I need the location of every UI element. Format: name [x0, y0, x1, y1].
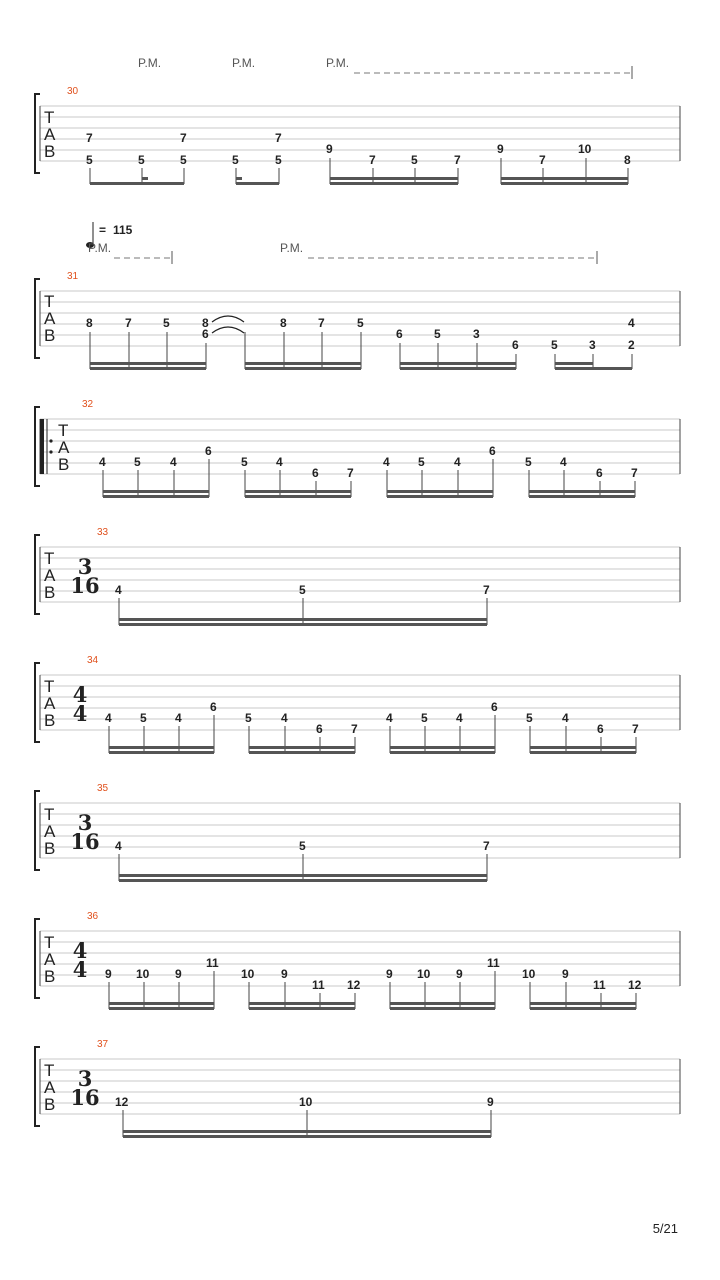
note-beams: [109, 746, 636, 754]
tab-letter-b: B: [44, 326, 56, 345]
fret-number: 5: [245, 711, 252, 725]
tab-letter-a: A: [44, 950, 56, 969]
measure-number: 32: [82, 399, 94, 410]
fret-number: 8: [280, 316, 287, 330]
fret-number: 5: [434, 327, 441, 341]
fret-number: 6: [597, 722, 604, 736]
fret-number: 5: [140, 711, 147, 725]
fret-number: 5: [357, 316, 364, 330]
fret-number: 12: [628, 978, 642, 992]
time-signature-bottom: 16: [70, 573, 100, 598]
tab-letter-b: B: [44, 839, 56, 858]
fret-number: 8: [624, 153, 631, 167]
palm-mute-label: P.M.: [232, 56, 256, 70]
tab-staff: [35, 535, 680, 614]
fret-number: 5: [163, 316, 170, 330]
measure-number: 35: [97, 783, 109, 794]
fret-number: 4: [99, 455, 106, 469]
fret-number: 7: [483, 839, 490, 853]
tempo-value: 115: [113, 223, 133, 237]
tab-letter-a: A: [44, 694, 56, 713]
time-signature-top: 3: [77, 554, 93, 579]
fret-number: 4: [383, 455, 390, 469]
fret-number: 9: [562, 967, 569, 981]
fret-number: 4: [105, 711, 112, 725]
system-measure-36: [35, 911, 680, 1010]
fret-number: 10: [241, 967, 255, 981]
fret-number: 4: [115, 839, 122, 853]
time-signature-top: 3: [77, 1066, 93, 1091]
tab-letter-a: A: [44, 1078, 56, 1097]
fret-number: 4: [456, 711, 463, 725]
time-signature-bottom: 16: [70, 829, 100, 854]
fret-number: 5: [411, 153, 418, 167]
tab-letter-b: B: [44, 142, 56, 161]
fret-number: 5: [138, 153, 145, 167]
fret-number: 8: [202, 316, 209, 330]
system-measure-37: [35, 1039, 680, 1138]
fret-number: 6: [489, 444, 496, 458]
tab-letter-t: T: [44, 677, 55, 696]
system-measure-32: [35, 399, 680, 498]
measure-number: 34: [87, 655, 99, 666]
fret-number: 9: [497, 142, 504, 156]
fret-number: 10: [136, 967, 150, 981]
time-signature-top: 4: [72, 682, 88, 707]
fret-number: 3: [473, 327, 480, 341]
fret-number: 5: [275, 153, 282, 167]
fret-number: 4: [386, 711, 393, 725]
note-beams: [103, 490, 635, 498]
note-beams: [90, 177, 628, 185]
fret-number: 6: [210, 700, 217, 714]
tab-letter-t: T: [44, 933, 55, 952]
fret-number: 9: [456, 967, 463, 981]
fret-number: 5: [525, 455, 532, 469]
fret-number: 11: [593, 978, 606, 992]
fret-number: 12: [115, 1095, 129, 1109]
fret-number: 4: [175, 711, 182, 725]
fret-number: 6: [596, 466, 603, 480]
tab-letter-t: T: [44, 805, 55, 824]
tab-letter-b: B: [44, 583, 56, 602]
tab-letter-b: B: [58, 455, 70, 474]
tab-staff: [35, 791, 680, 870]
fret-number: 5: [551, 338, 558, 352]
fret-number: 6: [202, 327, 209, 341]
fret-number: 9: [326, 142, 333, 156]
fret-number: 5: [418, 455, 425, 469]
palm-mute-label: P.M.: [280, 241, 304, 255]
fret-number: 4: [454, 455, 461, 469]
fret-number: 5: [299, 583, 306, 597]
tab-staff: [35, 1047, 680, 1126]
time-signature-bottom: 4: [72, 701, 88, 726]
fret-number: 7: [483, 583, 490, 597]
fret-number: 11: [312, 978, 325, 992]
measure-number: 33: [97, 527, 109, 538]
fret-number: 4: [115, 583, 122, 597]
tab-letter-a: A: [58, 438, 70, 457]
fret-number: 9: [105, 967, 112, 981]
fret-number: 7: [539, 153, 546, 167]
fret-number: 5: [241, 455, 248, 469]
fret-number: 5: [421, 711, 428, 725]
fret-number: 7: [631, 466, 638, 480]
system-measure-31: [35, 222, 680, 370]
fret-number: 6: [312, 466, 319, 480]
fret-number: 4: [562, 711, 569, 725]
fret-number: 7: [454, 153, 461, 167]
fret-number: 7: [369, 153, 376, 167]
tab-letter-t: T: [58, 421, 69, 440]
system-measure-33: [35, 527, 680, 626]
fret-number: 3: [589, 338, 596, 352]
time-signature-bottom: 16: [70, 1085, 100, 1110]
palm-mute-label: P.M.: [326, 56, 350, 70]
page-number: 5/21: [652, 1221, 678, 1236]
fret-number: 7: [180, 131, 187, 145]
fret-number: 4: [170, 455, 177, 469]
fret-number: 6: [512, 338, 519, 352]
fret-number: 10: [417, 967, 431, 981]
fret-number: 7: [125, 316, 132, 330]
fret-number: 4: [281, 711, 288, 725]
tab-staff: [35, 407, 680, 486]
fret-number: 10: [522, 967, 536, 981]
measure-number: 30: [67, 86, 79, 97]
fret-number: 9: [386, 967, 393, 981]
tab-letter-t: T: [44, 549, 55, 568]
tab-letter-t: T: [44, 292, 55, 311]
system-measure-34: [35, 655, 680, 754]
time-signature-top: 4: [72, 938, 88, 963]
fret-number: 9: [175, 967, 182, 981]
fret-number: 7: [351, 722, 358, 736]
tab-letter-b: B: [44, 711, 56, 730]
fret-number: 9: [487, 1095, 494, 1109]
fret-number: 10: [578, 142, 592, 156]
fret-number: 5: [526, 711, 533, 725]
fret-number: 12: [347, 978, 361, 992]
time-signature-bottom: 4: [72, 957, 88, 982]
fret-number: 7: [275, 131, 282, 145]
repeat-start-barline: [40, 419, 44, 474]
system-measure-35: [35, 783, 680, 882]
fret-number: 2: [628, 338, 635, 352]
fret-number: 11: [206, 956, 219, 970]
fret-number: 6: [205, 444, 212, 458]
palm-mute-label: P.M.: [138, 56, 162, 70]
fret-number: 5: [299, 839, 306, 853]
note-beams: [109, 1002, 636, 1010]
fret-number: 11: [487, 956, 500, 970]
time-signature-top: 3: [77, 810, 93, 835]
measure-number: 31: [67, 271, 79, 282]
fret-number: 8: [86, 316, 93, 330]
tab-letter-t: T: [44, 1061, 55, 1080]
system-measure-30: [35, 56, 680, 185]
fret-number: 5: [134, 455, 141, 469]
tie-arc: [212, 327, 244, 333]
fret-number: 4: [560, 455, 567, 469]
fret-number: 5: [86, 153, 93, 167]
fret-number: 6: [316, 722, 323, 736]
repeat-dot: [49, 450, 52, 453]
tie-arc: [212, 316, 244, 322]
tab-letter-a: A: [44, 822, 56, 841]
tab-staff: [35, 94, 680, 173]
tab-letter-a: A: [44, 309, 56, 328]
note-stems: [90, 158, 628, 184]
tab-letter-a: A: [44, 125, 56, 144]
fret-number: 7: [347, 466, 354, 480]
tab-letter-b: B: [44, 967, 56, 986]
fret-number: 7: [318, 316, 325, 330]
measure-number: 37: [97, 1039, 109, 1050]
repeat-dot: [49, 439, 52, 442]
fret-number: 5: [232, 153, 239, 167]
fret-number: 7: [632, 722, 639, 736]
tab-letter-t: T: [44, 108, 55, 127]
palm-mute-label: P.M.: [88, 241, 112, 255]
tab-letter-a: A: [44, 566, 56, 585]
measure-number: 36: [87, 911, 99, 922]
tempo-prefix: =: [99, 223, 107, 237]
fret-number: 10: [299, 1095, 313, 1109]
fret-number: 6: [491, 700, 498, 714]
fret-number: 4: [276, 455, 283, 469]
fret-number: 6: [396, 327, 403, 341]
fret-number: 4: [628, 316, 635, 330]
fret-number: 9: [281, 967, 288, 981]
tab-letter-b: B: [44, 1095, 56, 1114]
fret-number: 5: [180, 153, 187, 167]
fret-number: 7: [86, 131, 93, 145]
